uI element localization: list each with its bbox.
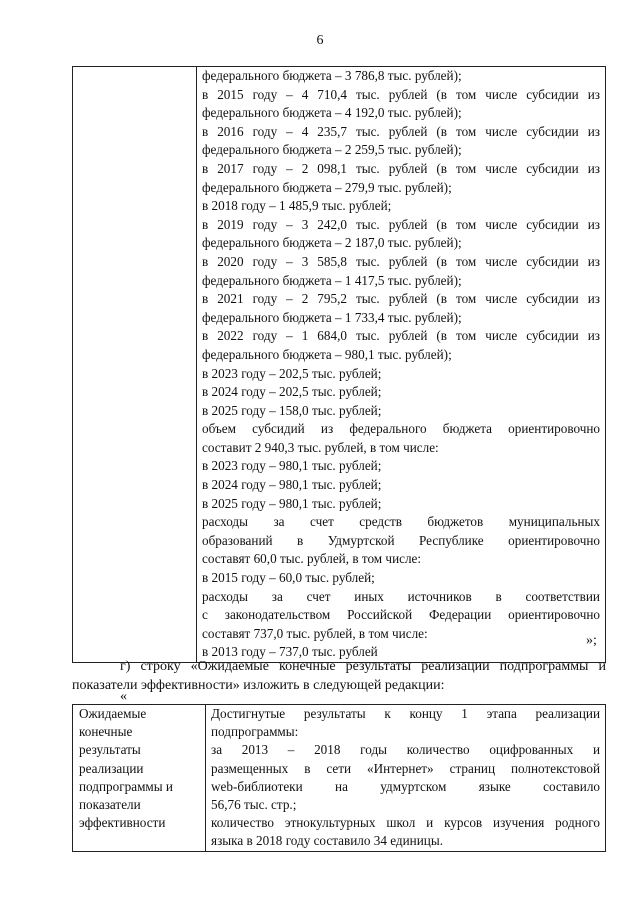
- funding-line: с законодательством Российской Федерации ориентировочно: [202, 607, 600, 623]
- result-line: 56,76 тыс. стр.;: [211, 796, 297, 812]
- funding-table-content-cell: [197, 67, 606, 663]
- result-line: за 2013 – 2018 годы количество оцифрованных и: [211, 742, 600, 758]
- result-line: web-библиотеки на удмуртском языке составило: [211, 778, 600, 794]
- amendment-paragraph: [72, 657, 606, 695]
- results-table-label-cell: [73, 705, 206, 852]
- page-number: 6: [316, 33, 324, 48]
- funding-line: федерального бюджета – 1 733,4 тыс. рублей);: [202, 309, 462, 325]
- funding-line: в 2013 году – 737,0 тыс. рублей: [202, 644, 378, 660]
- result-line: языка в 2018 году составило 34 единицы.: [211, 833, 444, 849]
- funding-line: федерального бюджета – 3 786,8 тыс. рублей);: [202, 68, 462, 83]
- label-line: показатели: [79, 796, 141, 812]
- funding-line: в 2022 году – 1 684,0 тыс. рублей (в том числе субсидии из: [202, 328, 600, 344]
- funding-line: федерального бюджета – 279,9 тыс. рублей);: [202, 179, 452, 195]
- paragraph-line: показатели эффективности» изложить в следующей редакции:: [72, 678, 445, 693]
- funding-line: в 2017 году – 2 098,1 тыс. рублей (в том числе субсидии из: [202, 160, 600, 176]
- closing-quote: »;: [586, 633, 597, 648]
- label-line: Ожидаемые: [79, 706, 147, 721]
- funding-line: в 2024 году – 980,1 тыс. рублей;: [202, 477, 382, 493]
- label-line: подпрограммы и: [79, 778, 173, 794]
- funding-line: федерального бюджета – 980,1 тыс. рублей);: [202, 346, 452, 362]
- funding-line: в 2018 году – 1 485,9 тыс. рублей;: [202, 198, 392, 214]
- paragraph-line: г) строку «Ожидаемые конечные результаты реализации подпрограммы и: [120, 659, 606, 674]
- funding-table-label-cell: [73, 67, 197, 663]
- funding-line: федерального бюджета – 4 192,0 тыс. рублей);: [202, 105, 462, 121]
- funding-line: в 2025 году – 980,1 тыс. рублей;: [202, 495, 382, 511]
- funding-line: в 2015 году – 60,0 тыс. рублей;: [202, 570, 375, 586]
- funding-table: [72, 66, 606, 663]
- funding-line: федерального бюджета – 2 259,5 тыс. рублей);: [202, 142, 462, 158]
- label-line: реализации: [79, 760, 144, 776]
- funding-line: составят 60,0 тыс. рублей, в том числе:: [202, 551, 422, 567]
- funding-line: в 2023 году – 202,5 тыс. рублей;: [202, 365, 382, 381]
- funding-line: в 2020 году – 3 585,8 тыс. рублей (в том числе субсидии из: [202, 253, 600, 269]
- funding-line: составит 2 940,3 тыс. рублей, в том числе:: [202, 439, 439, 455]
- results-table-content-cell: [206, 705, 606, 852]
- funding-line: в 2021 году – 2 795,2 тыс. рублей (в том числе субсидии из: [202, 291, 600, 307]
- funding-line: расходы за счет средств бюджетов муниципальных: [202, 514, 600, 530]
- result-line: подпрограммы:: [211, 724, 299, 740]
- result-line: количество этнокультурных школ и курсов изучения родного: [211, 815, 600, 831]
- funding-line: объем субсидий из федерального бюджета ориентировочно: [202, 421, 600, 437]
- funding-line: в 2025 году – 158,0 тыс. рублей;: [202, 402, 382, 418]
- label-line: конечные: [79, 724, 133, 740]
- funding-line: в 2023 году – 980,1 тыс. рублей;: [202, 458, 382, 474]
- label-line: эффективности: [79, 815, 166, 831]
- funding-line: расходы за счет иных источников в соответствии: [202, 588, 600, 604]
- results-table: [72, 704, 606, 852]
- funding-line: в 2015 году – 4 710,4 тыс. рублей (в том числе субсидии из: [202, 86, 600, 102]
- label-line: результаты: [79, 742, 141, 758]
- funding-line: образований в Удмуртской Республике ориентировочно: [202, 532, 600, 548]
- funding-line: в 2016 году – 4 235,7 тыс. рублей (в том числе субсидии из: [202, 123, 600, 139]
- funding-line: федерального бюджета – 1 417,5 тыс. рублей);: [202, 272, 462, 288]
- funding-line: в 2024 году – 202,5 тыс. рублей;: [202, 384, 382, 400]
- result-line: Достигнутые результаты к концу 1 этапа реализации: [211, 706, 600, 721]
- funding-line: составят 737,0 тыс. рублей, в том числе:: [202, 625, 428, 641]
- funding-line: в 2019 году – 3 242,0 тыс. рублей (в том числе субсидии из: [202, 216, 600, 232]
- opening-quote: «: [120, 689, 127, 704]
- result-line: размещенных в сети «Интернет» страниц полнотекстовой: [211, 760, 600, 776]
- funding-line: федерального бюджета – 2 187,0 тыс. рублей);: [202, 235, 462, 251]
